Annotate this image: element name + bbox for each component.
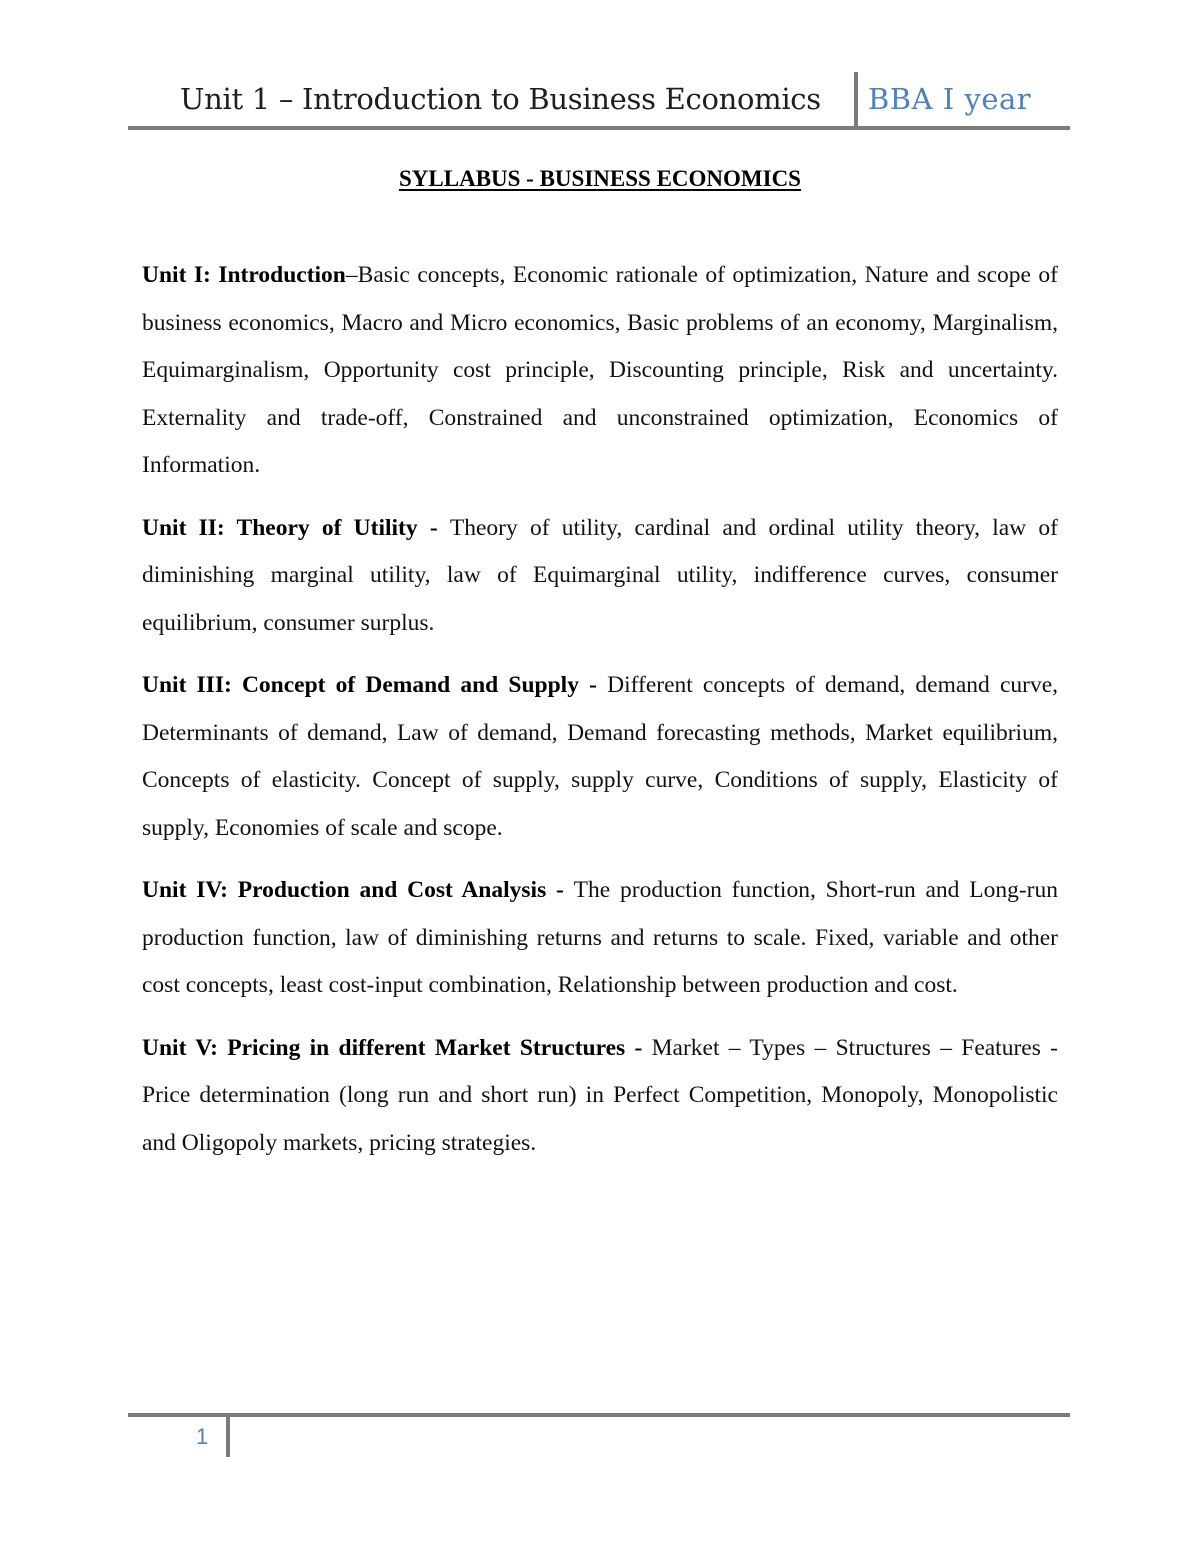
unit-3-heading: Unit III: Concept of Demand and Supply <box>142 672 579 698</box>
header-divider <box>854 72 858 130</box>
unit-4-separator: - <box>546 877 574 903</box>
footer-divider <box>226 1417 230 1457</box>
syllabus-units <box>142 252 1058 1182</box>
unit-2-separator: - <box>417 514 450 541</box>
unit-1-separator: – <box>345 262 358 288</box>
unit-4-heading: Unit IV: Production and Cost Analysis <box>142 877 547 903</box>
page-header <box>128 70 1070 132</box>
unit-2-body: Theory of utility, cardinal and ordinal utility theory, law of diminishing marginal utility, law of Equimarginal utility, indifference curves, consumer equilibrium, consumer surplus. <box>142 514 1058 636</box>
header-rule <box>128 126 1070 130</box>
unit-5-paragraph <box>142 1025 1058 1168</box>
unit-2-paragraph <box>142 505 1058 648</box>
unit-4-body: The production function, Short-run and Long-run production function, law of diminishing returns and returns to scale. Fixed, variable and other cost concepts, least cost-input combination, Relationship between production and cost. <box>142 877 1058 998</box>
unit-3-paragraph <box>142 662 1058 852</box>
unit-5-heading: Unit V: Pricing in different Market Structures <box>142 1034 626 1061</box>
unit-5-separator: - <box>625 1034 652 1061</box>
unit-3-separator: - <box>578 672 608 698</box>
document-title: SYLLABUS - BUSINESS ECONOMICS <box>399 166 801 191</box>
unit-5-body: Market – Types – Structures – Features - Price determination (long run and short run) in Perfect Competition, Monopoly, Monopolistic and Oligopoly markets, pricing strategies. <box>142 1034 1058 1156</box>
unit-3-body: Different concepts of demand, demand curve, Determinants of demand, Law of demand, Demand forecasting methods, Market equilibrium, Concepts of elasticity. Concept of supply, supply curve, Conditions of supply, Elasticity of supply, Economies of scale and scope. <box>142 672 1059 841</box>
footer-rule <box>128 1413 1070 1417</box>
page-number: 1 <box>196 1424 209 1449</box>
unit-1-heading: Unit I: Introduction <box>142 262 346 288</box>
unit-4-paragraph <box>142 867 1058 1010</box>
header-title: Unit 1 – Introduction to Business Economics <box>180 82 821 116</box>
unit-1-paragraph <box>142 252 1058 490</box>
unit-1-body: Basic concepts, Economic rationale of optimization, Nature and scope of business economics, Macro and Micro economics, Basic problems of an economy, Marginalism, Equimarginalism, Opportunity cost principle, Discounting principle, Risk and uncertainty. Externality and trade-off, Constrained and unconstrained optimization, Economics of Information. <box>142 262 1058 478</box>
unit-2-heading: Unit II: Theory of Utility <box>142 514 418 541</box>
header-course: BBA I year <box>868 82 1032 116</box>
